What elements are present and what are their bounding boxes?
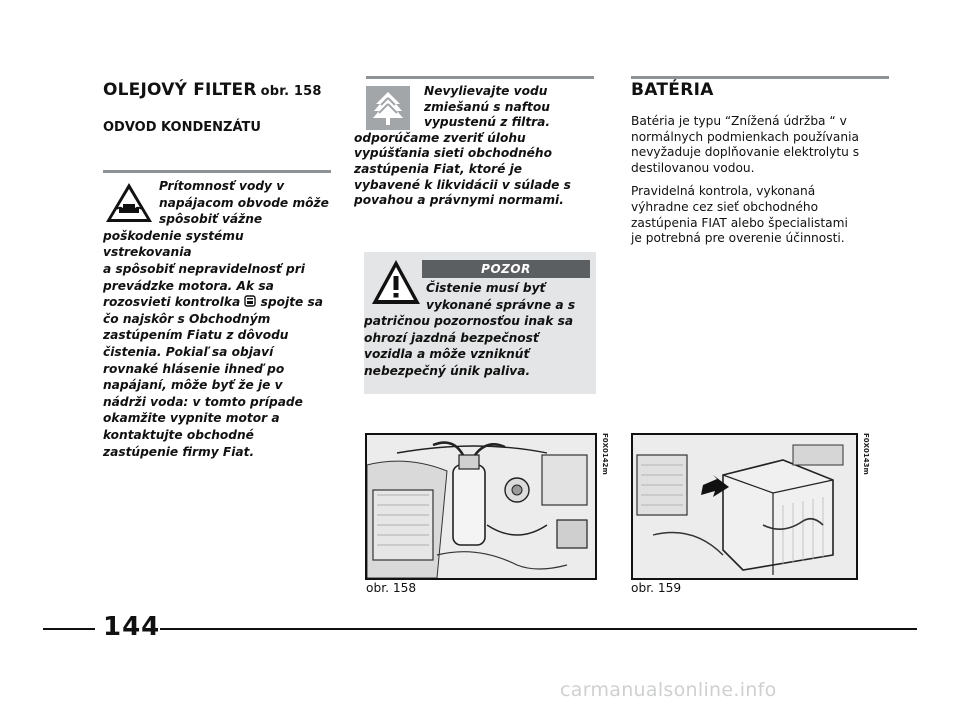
warning-text-part: poškodenie systému vstrekovania a spôsobiť nepravidelnosť pri prevádzke motora. Ak sa rozosvieti kontrolka <box>103 228 305 310</box>
subsection-title: ODVOD KONDENZÁTU <box>103 120 261 135</box>
water-in-fuel-lamp-icon <box>244 295 256 307</box>
title-text: OLEJOVÝ FILTER <box>103 80 257 100</box>
environment-note <box>354 84 594 209</box>
caution-text-intro: Čistenie musí byť vykonané správne a s <box>426 281 576 312</box>
footer-rule-left <box>43 628 95 630</box>
figure-caption: obr. 159 <box>631 581 682 595</box>
battery-paragraph-1: Batéria je typu “Znížená údržba “ v normálnych podmienkach používania nevyžaduje doplňovanie elektrolytu s destilovanou vodou. <box>631 114 860 175</box>
section-title-battery: BATÉRIA <box>631 80 714 100</box>
caution-text-body: patričnou pozornosťou inak sa ohrozí jazdná bezpečnosť vozidla a môže vzniknúť nebezpečný únik paliva. <box>364 314 574 378</box>
figure-code: F0X0142m <box>601 433 609 475</box>
caution-text <box>364 280 594 380</box>
section-title-oil-filter <box>103 80 322 100</box>
page-number: 144 <box>103 612 161 642</box>
engine-bay-photo-fuel-filter <box>365 433 597 580</box>
divider <box>631 76 889 79</box>
divider <box>103 170 331 173</box>
watermark: carmanualsonline.info <box>560 679 777 701</box>
figure-caption: obr. 158 <box>366 581 417 595</box>
water-in-fuel-warning-icon <box>103 180 155 225</box>
warning-text-tail: spojte sa čo najskôr s Obchodným zastúpením Fiatu z dôvodu čistenia. Pokiaľ sa objaví rovnaké hlásenie ihneď po napájaní, môže byť že je v nádrži voda: v tomto prípade okamžite vypnite motor a kontaktujte obchodné zastúpenie firmy Fiat. <box>103 295 324 459</box>
environment-text-body: odporúčame zveriť úlohu vypúšťania sieti obchodného zastúpenia Fiat, ktoré je vybavené k likvidácii v súlade s povahou a právnymi normami. <box>354 130 571 208</box>
divider <box>366 76 594 79</box>
battery-paragraph-2: Pravidelná kontrola, vykonaná výhradne cez sieť obchodného zastúpenia FIAT alebo špecialistami je potrebná pre overenie účinnosti. <box>631 184 848 246</box>
warning-text-intro: Prítomnosť vody v napájacom obvode môže spôsobiť vážne <box>159 179 329 227</box>
battery-body-text <box>631 114 881 255</box>
fuel-water-warning-note <box>103 178 335 460</box>
engine-bay-photo-battery <box>631 433 858 580</box>
footer-rule-right <box>160 628 917 630</box>
caution-box <box>364 252 596 394</box>
warning-text-body <box>103 228 335 460</box>
environment-text-intro: Nevylievajte vodu zmiešanú s naftou vypustenú z filtra. <box>424 84 551 130</box>
caution-header: POZOR <box>422 260 590 278</box>
figure-reference: obr. 158 <box>260 84 322 99</box>
figure-code: F0X0143m <box>862 433 870 475</box>
